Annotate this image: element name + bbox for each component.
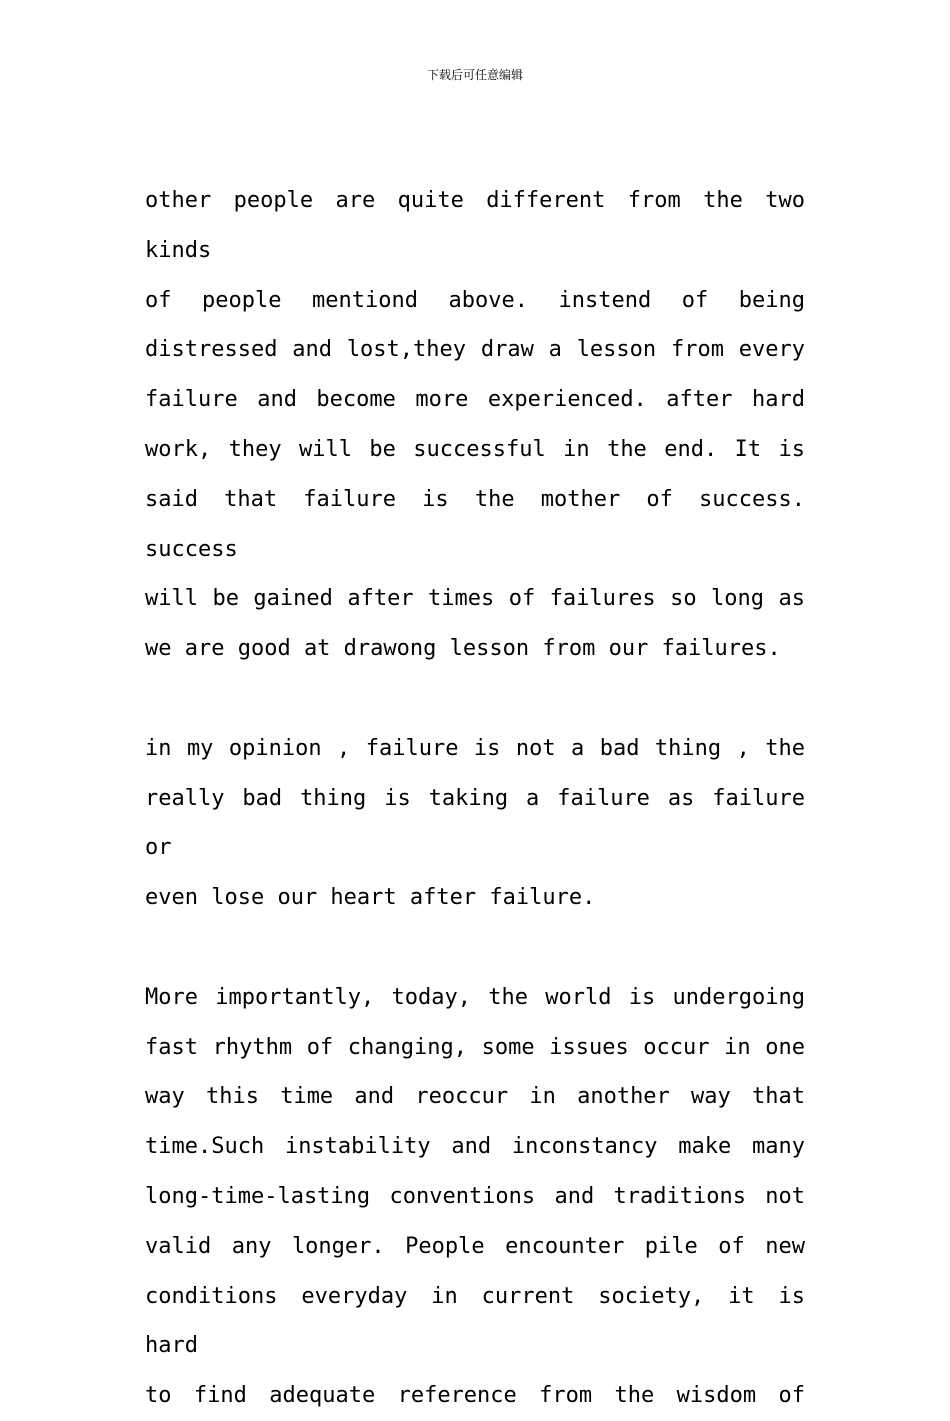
text-line: conditions everyday in current society, it is hard bbox=[145, 1283, 805, 1359]
text-line: to find adequate reference from the wisdom of bbox=[145, 1383, 805, 1409]
paragraph bbox=[145, 973, 805, 1421]
text-line: valid any longer. People encounter pile of new bbox=[145, 1233, 805, 1259]
paragraph-spacer bbox=[145, 674, 805, 724]
text-line: we are good at drawong lesson from our failures. bbox=[145, 636, 781, 662]
text-line: said that failure is the mother of success. success bbox=[145, 486, 805, 562]
text-line: in my opinion , failure is not a bad thing , the bbox=[145, 735, 805, 761]
text-line: even lose our heart after failure. bbox=[145, 885, 596, 911]
text-line: failure and become more experienced. after hard bbox=[145, 387, 805, 413]
text-line: time.Such instability and inconstancy make many bbox=[145, 1134, 805, 1160]
text-line: way this time and reoccur in another way that bbox=[145, 1084, 805, 1110]
page-header: 下载后可任意编辑 bbox=[426, 68, 523, 82]
text-line: fast rhythm of changing, some issues occur in one bbox=[145, 1034, 805, 1060]
paragraph-spacer bbox=[145, 923, 805, 973]
text-line: of people mentiond above. instend of being bbox=[145, 287, 805, 313]
paragraph bbox=[145, 724, 805, 923]
text-line: distressed and lost,they draw a lesson from every bbox=[145, 337, 805, 363]
text-line: More importantly, today, the world is undergoing bbox=[145, 984, 805, 1010]
text-line: really bad thing is taking a failure as failure or bbox=[145, 785, 805, 861]
document-body bbox=[145, 176, 805, 1421]
paragraph bbox=[145, 176, 805, 674]
text-line: will be gained after times of failures so long as bbox=[145, 586, 805, 612]
text-line: work, they will be successful in the end. It is bbox=[145, 436, 805, 462]
text-line: long-time-lasting conventions and traditions not bbox=[145, 1183, 805, 1209]
text-line: other people are quite different from the two kinds bbox=[145, 188, 805, 263]
